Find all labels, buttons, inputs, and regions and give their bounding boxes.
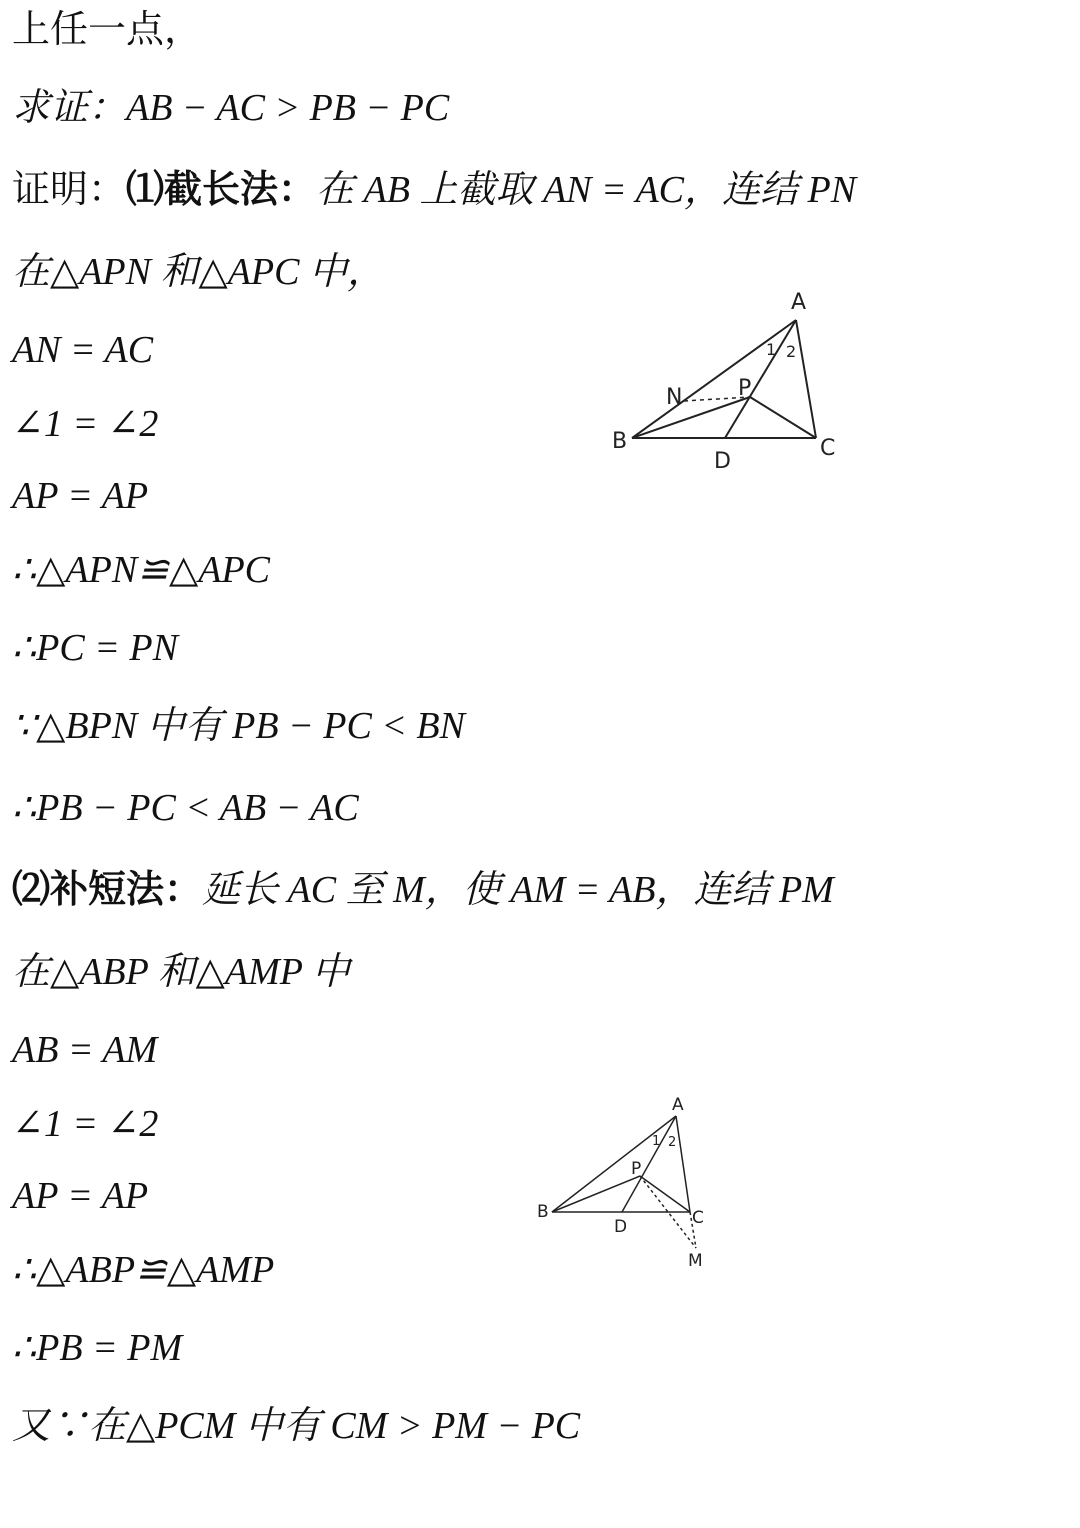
segment-ab — [552, 1116, 676, 1212]
label-n: N — [666, 385, 683, 410]
line-text: 在△APN 和△APC 中， — [12, 251, 385, 293]
method2-text: 延长 AC 至 M，使 AM = AB，连结 PM — [202, 869, 834, 911]
method1-text: 在 AB 上截取 AN = AC，连结 PN — [316, 169, 857, 211]
text-line-10 — [12, 784, 359, 831]
label-angle-2: 2 — [668, 1135, 677, 1150]
line-text: ∵△BPN 中有 PB − PC < BN — [12, 705, 465, 747]
text-line-12 — [12, 1026, 157, 1073]
line-text: AP = AP — [12, 1175, 149, 1217]
text-line-7 — [12, 546, 270, 593]
line-text: ∠1 = ∠2 — [12, 403, 159, 445]
label-d: D — [614, 1217, 628, 1237]
segment-ab — [632, 320, 796, 438]
method1-line — [12, 166, 856, 213]
line-text: AN = AC — [12, 329, 154, 371]
label-a: A — [672, 1095, 684, 1115]
label-b: B — [612, 429, 628, 454]
line-text: ∠1 = ∠2 — [12, 1103, 159, 1145]
method1-label: ⑴截长法： — [126, 167, 317, 211]
geometry-figure-1 — [600, 285, 860, 475]
geometry-figure-2 — [530, 1090, 730, 1275]
text-line-3 — [12, 248, 385, 295]
text-line-15 — [12, 1246, 274, 1293]
line-text: AB = AM — [12, 1029, 158, 1071]
segment-pc — [750, 397, 816, 438]
line-text: ∴△ABP≌△AMP — [12, 1249, 275, 1291]
line-text: ∴△APN≌△APC — [12, 549, 271, 591]
label-angle-2: 2 — [786, 342, 797, 361]
line-text: 在△ABP 和△AMP 中 — [12, 951, 350, 993]
label-m: M — [688, 1251, 703, 1271]
text-line-14 — [12, 1172, 148, 1219]
text-line-16 — [12, 1324, 182, 1371]
text-line-17 — [12, 1402, 580, 1449]
segment-ad — [725, 320, 796, 438]
text-line-8 — [12, 624, 178, 671]
label-p: P — [631, 1159, 642, 1179]
segment-ac — [676, 1116, 690, 1212]
segment-bp — [632, 397, 750, 438]
text-line-1 — [12, 6, 202, 52]
label-a: A — [791, 290, 807, 315]
text-line-4 — [12, 326, 153, 373]
label-b: B — [537, 1202, 549, 1222]
label-c: C — [692, 1208, 704, 1228]
text-line-11 — [12, 948, 350, 995]
segment-bp — [552, 1176, 640, 1212]
label-p: P — [738, 376, 752, 401]
proof-prefix: 证明： — [12, 167, 127, 211]
proposition-line — [12, 84, 449, 131]
segment-ac — [796, 320, 816, 438]
line-text: ∴PC = PN — [12, 627, 178, 669]
label-d: D — [714, 449, 731, 474]
method2-line — [12, 866, 834, 913]
segment-pc — [640, 1176, 690, 1212]
label-angle-1: 1 — [766, 340, 777, 359]
line-text: ∴PB = PM — [12, 1327, 183, 1369]
text-line-13 — [12, 1100, 158, 1147]
label-angle-1: 1 — [652, 1134, 661, 1149]
line-text: AP = AP — [12, 475, 149, 517]
method2-label: ⑵补短法： — [12, 867, 203, 911]
line-text: 求证：AB − AC > PB − PC — [12, 87, 450, 129]
text-line-5 — [12, 400, 158, 447]
line-text: ∴PB − PC < AB − AC — [12, 787, 359, 829]
line-text: 又∵在△PCM 中有 CM > PM − PC — [12, 1405, 581, 1447]
text-line-9 — [12, 702, 465, 749]
line-text: 上任一点， — [12, 7, 203, 51]
text-line-6 — [12, 472, 148, 519]
label-c: C — [820, 436, 836, 461]
